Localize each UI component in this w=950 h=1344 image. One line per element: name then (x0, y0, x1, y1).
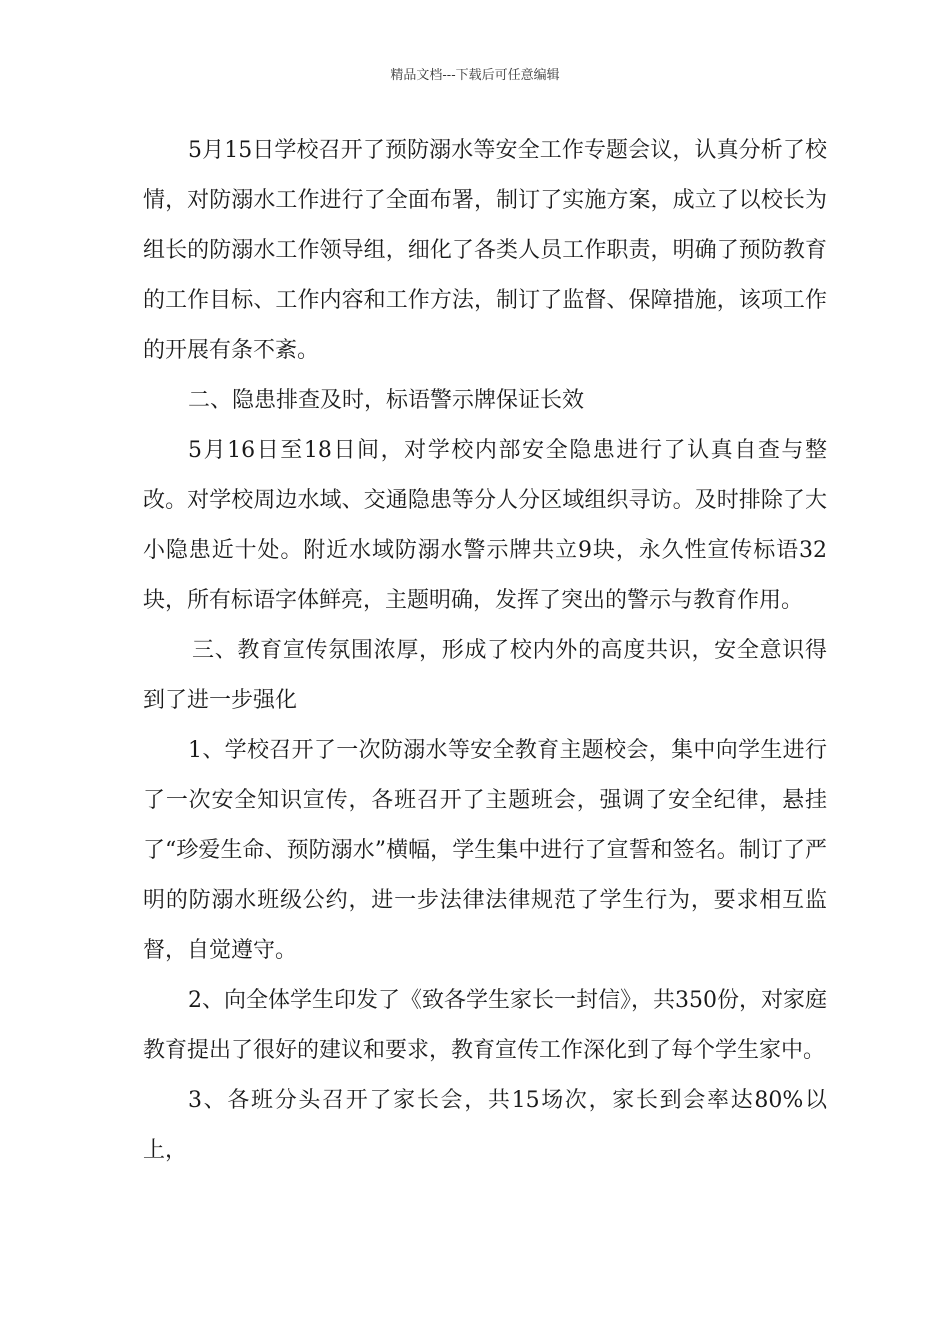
paragraph-meeting: 5月15日学校召开了预防溺水等安全工作专题会议，认真分析了校情，对防溺水工作进行了全面布署，制订了实施方案，成立了以校长为组长的防溺水工作领导组，细化了各类人员工作职责，明确了预防教育的工作目标、工作内容和工作方法，制订了监督、保障措施，该项工作的开展有条不紊。 (143, 138, 827, 363)
page-header: 精品文档---下载后可任意编辑 (390, 68, 560, 83)
section-heading-hazard-check: 二、隐患排查及时，标语警示牌保证长效 (188, 388, 585, 413)
paragraph-item-1: 1、学校召开了一次防溺水等安全教育主题校会，集中向学生进行了一次安全知识宣传，各班召开了主题班会，强调了安全纪律，悬挂了“珍爱生命、预防溺水”横幅，学生集中进行了宣誓和签名。制订了严明的防溺水班级公约，进一步法律法律规范了学生行为，要求相互监督，自觉遵守。 (143, 738, 827, 963)
paragraph-item-3: 3、各班分头召开了家长会，共15场次，家长到会率达80%以上， (143, 1088, 827, 1163)
section-heading-education: 三、教育宣传氛围浓厚，形成了校内外的高度共识，安全意识得到了进一步强化 (143, 638, 827, 713)
paragraph-hazard-check: 5月16日至18日间，对学校内部安全隐患进行了认真自查与整改。对学校周边水域、交通隐患等分人分区域组织寻访。及时排除了大小隐患近十处。附近水域防溺水警示牌共立9块，永久性宣传标语32块，所有标语字体鲜亮，主题明确，发挥了突出的警示与教育作用。 (143, 438, 827, 613)
document-body (143, 126, 827, 1176)
paragraph-item-2: 2、向全体学生印发了《致各学生家长一封信》，共350份，对家庭教育提出了很好的建议和要求，教育宣传工作深化到了每个学生家中。 (143, 988, 827, 1063)
